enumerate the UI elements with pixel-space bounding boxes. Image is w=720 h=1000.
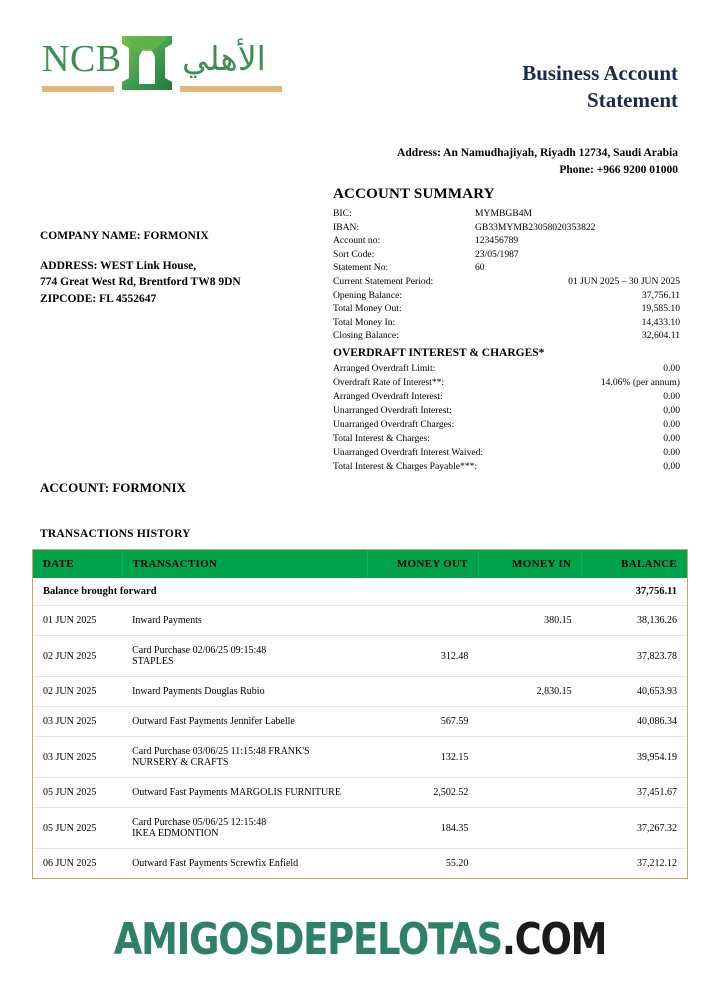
summary-value: 32,604.11 bbox=[641, 330, 680, 342]
cell-balance: 37,267.32 bbox=[582, 808, 687, 849]
transactions-table-body bbox=[33, 578, 687, 878]
description-line1: Card Purchase 02/06/25 09:15:48 bbox=[132, 645, 267, 656]
customer-company-name: COMPANY NAME: FORMONIX bbox=[40, 230, 209, 242]
summary-value: 19,585.10 bbox=[641, 303, 680, 315]
cell-balance: 40,086.34 bbox=[582, 707, 687, 737]
column-header-money-in: MONEY IN bbox=[478, 550, 581, 578]
summary-label: BIC: bbox=[333, 208, 352, 219]
cell-date: 06 JUN 2025 bbox=[33, 849, 122, 879]
overdraft-value: 0.00 bbox=[663, 433, 680, 444]
cell-balance: 37,212.12 bbox=[582, 849, 687, 879]
summary-label: Account no: bbox=[333, 235, 381, 247]
bank-phone-line: Phone: +966 9200 01000 bbox=[559, 164, 678, 177]
overdraft-row bbox=[333, 376, 680, 390]
arch-gate-icon bbox=[118, 34, 176, 92]
watermark-tld: .COM bbox=[501, 914, 607, 965]
cell-money-out: 567.59 bbox=[367, 707, 478, 737]
table-row bbox=[33, 677, 687, 707]
account-summary-title: ACCOUNT SUMMARY bbox=[333, 186, 495, 202]
table-row bbox=[33, 737, 687, 778]
logo-arabic-text: الأهلي bbox=[182, 39, 266, 78]
overdraft-value: 0.00 bbox=[663, 405, 680, 416]
bank-contact-block bbox=[258, 145, 678, 180]
summary-value: 37,756.11 bbox=[641, 289, 680, 301]
summary-label: Opening Balance: bbox=[333, 289, 402, 301]
overdraft-label: Unarranged Overdraft Interest Waived: bbox=[333, 447, 484, 458]
summary-row bbox=[333, 221, 680, 235]
cell-date: 05 JUN 2025 bbox=[33, 808, 122, 849]
description-line1: Outward Fast Payments MARGOLIS FURNITURE bbox=[132, 787, 341, 798]
cell-balance: 37,823.78 bbox=[582, 636, 687, 677]
overdraft-value: 0.00 bbox=[663, 391, 680, 402]
overdraft-row bbox=[333, 460, 680, 474]
table-row bbox=[33, 808, 687, 849]
summary-row bbox=[333, 207, 680, 221]
summary-label: Statement No: bbox=[333, 262, 389, 274]
overdraft-label: Overdraft Rate of Interest**: bbox=[333, 377, 445, 388]
summary-row bbox=[333, 261, 680, 275]
site-watermark bbox=[58, 914, 663, 965]
summary-value: 14,433.10 bbox=[641, 316, 680, 328]
document-title-line1: Business Account bbox=[522, 61, 678, 85]
column-header-transaction: TRANSACTION bbox=[122, 550, 367, 578]
summary-value: MYMBGB4M bbox=[475, 208, 533, 219]
customer-zipcode: ZIPCODE: FL 4552647 bbox=[40, 293, 157, 306]
cell-money-out: 184.35 bbox=[367, 808, 478, 849]
table-header-row bbox=[33, 550, 687, 578]
summary-row bbox=[333, 316, 680, 330]
cell-money-in bbox=[478, 707, 581, 737]
bank-logo bbox=[42, 34, 282, 102]
table-row bbox=[33, 849, 687, 879]
logo-underline-left bbox=[42, 86, 114, 92]
summary-row bbox=[333, 248, 680, 262]
summary-label: Total Money Out: bbox=[333, 303, 402, 315]
cell-description bbox=[122, 707, 367, 737]
overdraft-row bbox=[333, 390, 680, 404]
cell-date: 03 JUN 2025 bbox=[33, 707, 122, 737]
overdraft-label: Total Interest & Charges Payable***: bbox=[333, 461, 478, 472]
summary-row bbox=[333, 329, 680, 343]
cell-balance: 38,136.26 bbox=[582, 606, 687, 636]
transactions-heading: TRANSACTIONS HISTORY bbox=[40, 528, 191, 540]
summary-row bbox=[333, 302, 680, 316]
overdraft-label: Unarranged Overdraft Charges: bbox=[333, 419, 455, 430]
cell-balance: 40,653.93 bbox=[582, 677, 687, 707]
cell-date: 02 JUN 2025 bbox=[33, 677, 122, 707]
account-summary-panel bbox=[333, 186, 680, 343]
overdraft-label: Arranged Overdraft Limit: bbox=[333, 363, 436, 374]
cell-description bbox=[122, 849, 367, 879]
cell-money-in bbox=[478, 636, 581, 677]
logo-underline-right bbox=[180, 86, 282, 92]
overdraft-row bbox=[333, 432, 680, 446]
description-line1: Card Purchase 05/06/25 12:15:48 bbox=[132, 817, 267, 828]
summary-label: Sort Code: bbox=[333, 248, 375, 260]
cell-description bbox=[122, 677, 367, 707]
cell-money-out bbox=[367, 606, 478, 636]
cell-description bbox=[122, 808, 367, 849]
overdraft-row bbox=[333, 362, 680, 376]
overdraft-title: OVERDRAFT INTEREST & CHARGES* bbox=[333, 347, 545, 359]
account-heading: ACCOUNT: FORMONIX bbox=[40, 480, 186, 495]
summary-label: IBAN: bbox=[333, 221, 360, 233]
overdraft-value: 0.00 bbox=[663, 447, 680, 458]
cell-money-out bbox=[367, 677, 478, 707]
overdraft-panel bbox=[333, 347, 680, 474]
description-line1: Inward Payments bbox=[132, 615, 202, 626]
table-row bbox=[33, 606, 687, 636]
brought-forward-balance: 37,756.11 bbox=[635, 586, 677, 597]
summary-label: Total Money In: bbox=[333, 316, 396, 328]
document-title-line2: Statement bbox=[587, 87, 678, 112]
cell-money-in: 380.15 bbox=[478, 606, 581, 636]
description-line2: NURSERY & CRAFTS bbox=[132, 757, 229, 768]
description-line2: STAPLES bbox=[132, 656, 174, 667]
description-line1: Outward Fast Payments Jennifer Labelle bbox=[132, 716, 295, 727]
cell-money-in bbox=[478, 808, 581, 849]
overdraft-row bbox=[333, 446, 680, 460]
customer-details bbox=[40, 228, 320, 308]
transactions-table-head bbox=[33, 550, 687, 578]
overdraft-label: Total Interest & Charges: bbox=[333, 433, 430, 444]
cell-description bbox=[122, 737, 367, 778]
cell-money-in bbox=[478, 778, 581, 808]
description-line1: Outward Fast Payments Screwfix Enfield bbox=[132, 858, 299, 869]
table-row bbox=[33, 707, 687, 737]
cell-date: 02 JUN 2025 bbox=[33, 636, 122, 677]
cell-money-in bbox=[478, 737, 581, 778]
overdraft-value: 0.00 bbox=[663, 461, 680, 472]
summary-row bbox=[333, 234, 680, 248]
table-row-brought-forward bbox=[33, 578, 687, 606]
cell-balance: 37,451.67 bbox=[582, 778, 687, 808]
summary-value: 60 bbox=[475, 262, 485, 274]
summary-label: Closing Balance: bbox=[333, 330, 399, 342]
cell-balance: 39,954.19 bbox=[582, 737, 687, 778]
brought-forward-out bbox=[367, 578, 478, 606]
cell-date: 01 JUN 2025 bbox=[33, 606, 122, 636]
column-header-date: DATE bbox=[33, 550, 122, 578]
overdraft-label: Unarranged Overdraft Interest: bbox=[333, 405, 452, 416]
summary-value: GB33MYMB23058020353822 bbox=[475, 221, 596, 233]
cell-money-out: 132.15 bbox=[367, 737, 478, 778]
cell-description bbox=[122, 606, 367, 636]
overdraft-row bbox=[333, 418, 680, 432]
logo-wordmark: NCB bbox=[42, 38, 122, 80]
overdraft-value: 0.00 bbox=[663, 419, 680, 430]
cell-money-out: 55.20 bbox=[367, 849, 478, 879]
cell-money-in: 2,830.15 bbox=[478, 677, 581, 707]
overdraft-label: Arranged Overdraft Interest: bbox=[333, 391, 443, 402]
cell-money-out: 2,502.52 bbox=[367, 778, 478, 808]
customer-address-line1: ADDRESS: WEST Link House, bbox=[40, 259, 197, 272]
table-row bbox=[33, 778, 687, 808]
column-header-money-out: MONEY OUT bbox=[367, 550, 478, 578]
summary-label: Current Statement Period: bbox=[333, 276, 434, 288]
cell-description bbox=[122, 636, 367, 677]
transactions-table bbox=[33, 550, 687, 878]
summary-value: 23/05/1987 bbox=[475, 248, 519, 260]
cell-date: 03 JUN 2025 bbox=[33, 737, 122, 778]
document-title bbox=[338, 60, 678, 114]
description-line1: Card Purchase 03/06/25 11:15:48 FRANK'S bbox=[132, 746, 310, 757]
brought-forward-label: Balance brought forward bbox=[43, 586, 157, 597]
watermark-name: AMIGOSDEPELOTAS bbox=[113, 914, 502, 965]
summary-value: 01 JUN 2025 – 30 JUN 2025 bbox=[568, 276, 680, 288]
summary-row bbox=[333, 289, 680, 303]
description-line2: IKEA EDMONTION bbox=[132, 828, 219, 839]
summary-row bbox=[333, 275, 680, 289]
cell-date: 05 JUN 2025 bbox=[33, 778, 122, 808]
summary-value: 123456789 bbox=[475, 235, 519, 247]
table-row bbox=[33, 636, 687, 677]
cell-money-out: 312.48 bbox=[367, 636, 478, 677]
column-header-balance: BALANCE bbox=[582, 550, 687, 578]
brought-forward-in bbox=[478, 578, 581, 606]
customer-address-line2: 774 Great West Rd, Brentford TW8 9DN bbox=[40, 276, 241, 289]
bank-address-line: Address: An Namudhajiyah, Riyadh 12734, Saudi Arabia bbox=[397, 147, 678, 159]
cell-money-in bbox=[478, 849, 581, 879]
overdraft-value: 0.00 bbox=[663, 363, 680, 374]
cell-description bbox=[122, 778, 367, 808]
description-line1: Inward Payments Douglas Rubio bbox=[132, 686, 265, 697]
transactions-table-container bbox=[32, 549, 688, 879]
overdraft-row bbox=[333, 404, 680, 418]
overdraft-value: 14.06% (per annum) bbox=[600, 377, 680, 388]
